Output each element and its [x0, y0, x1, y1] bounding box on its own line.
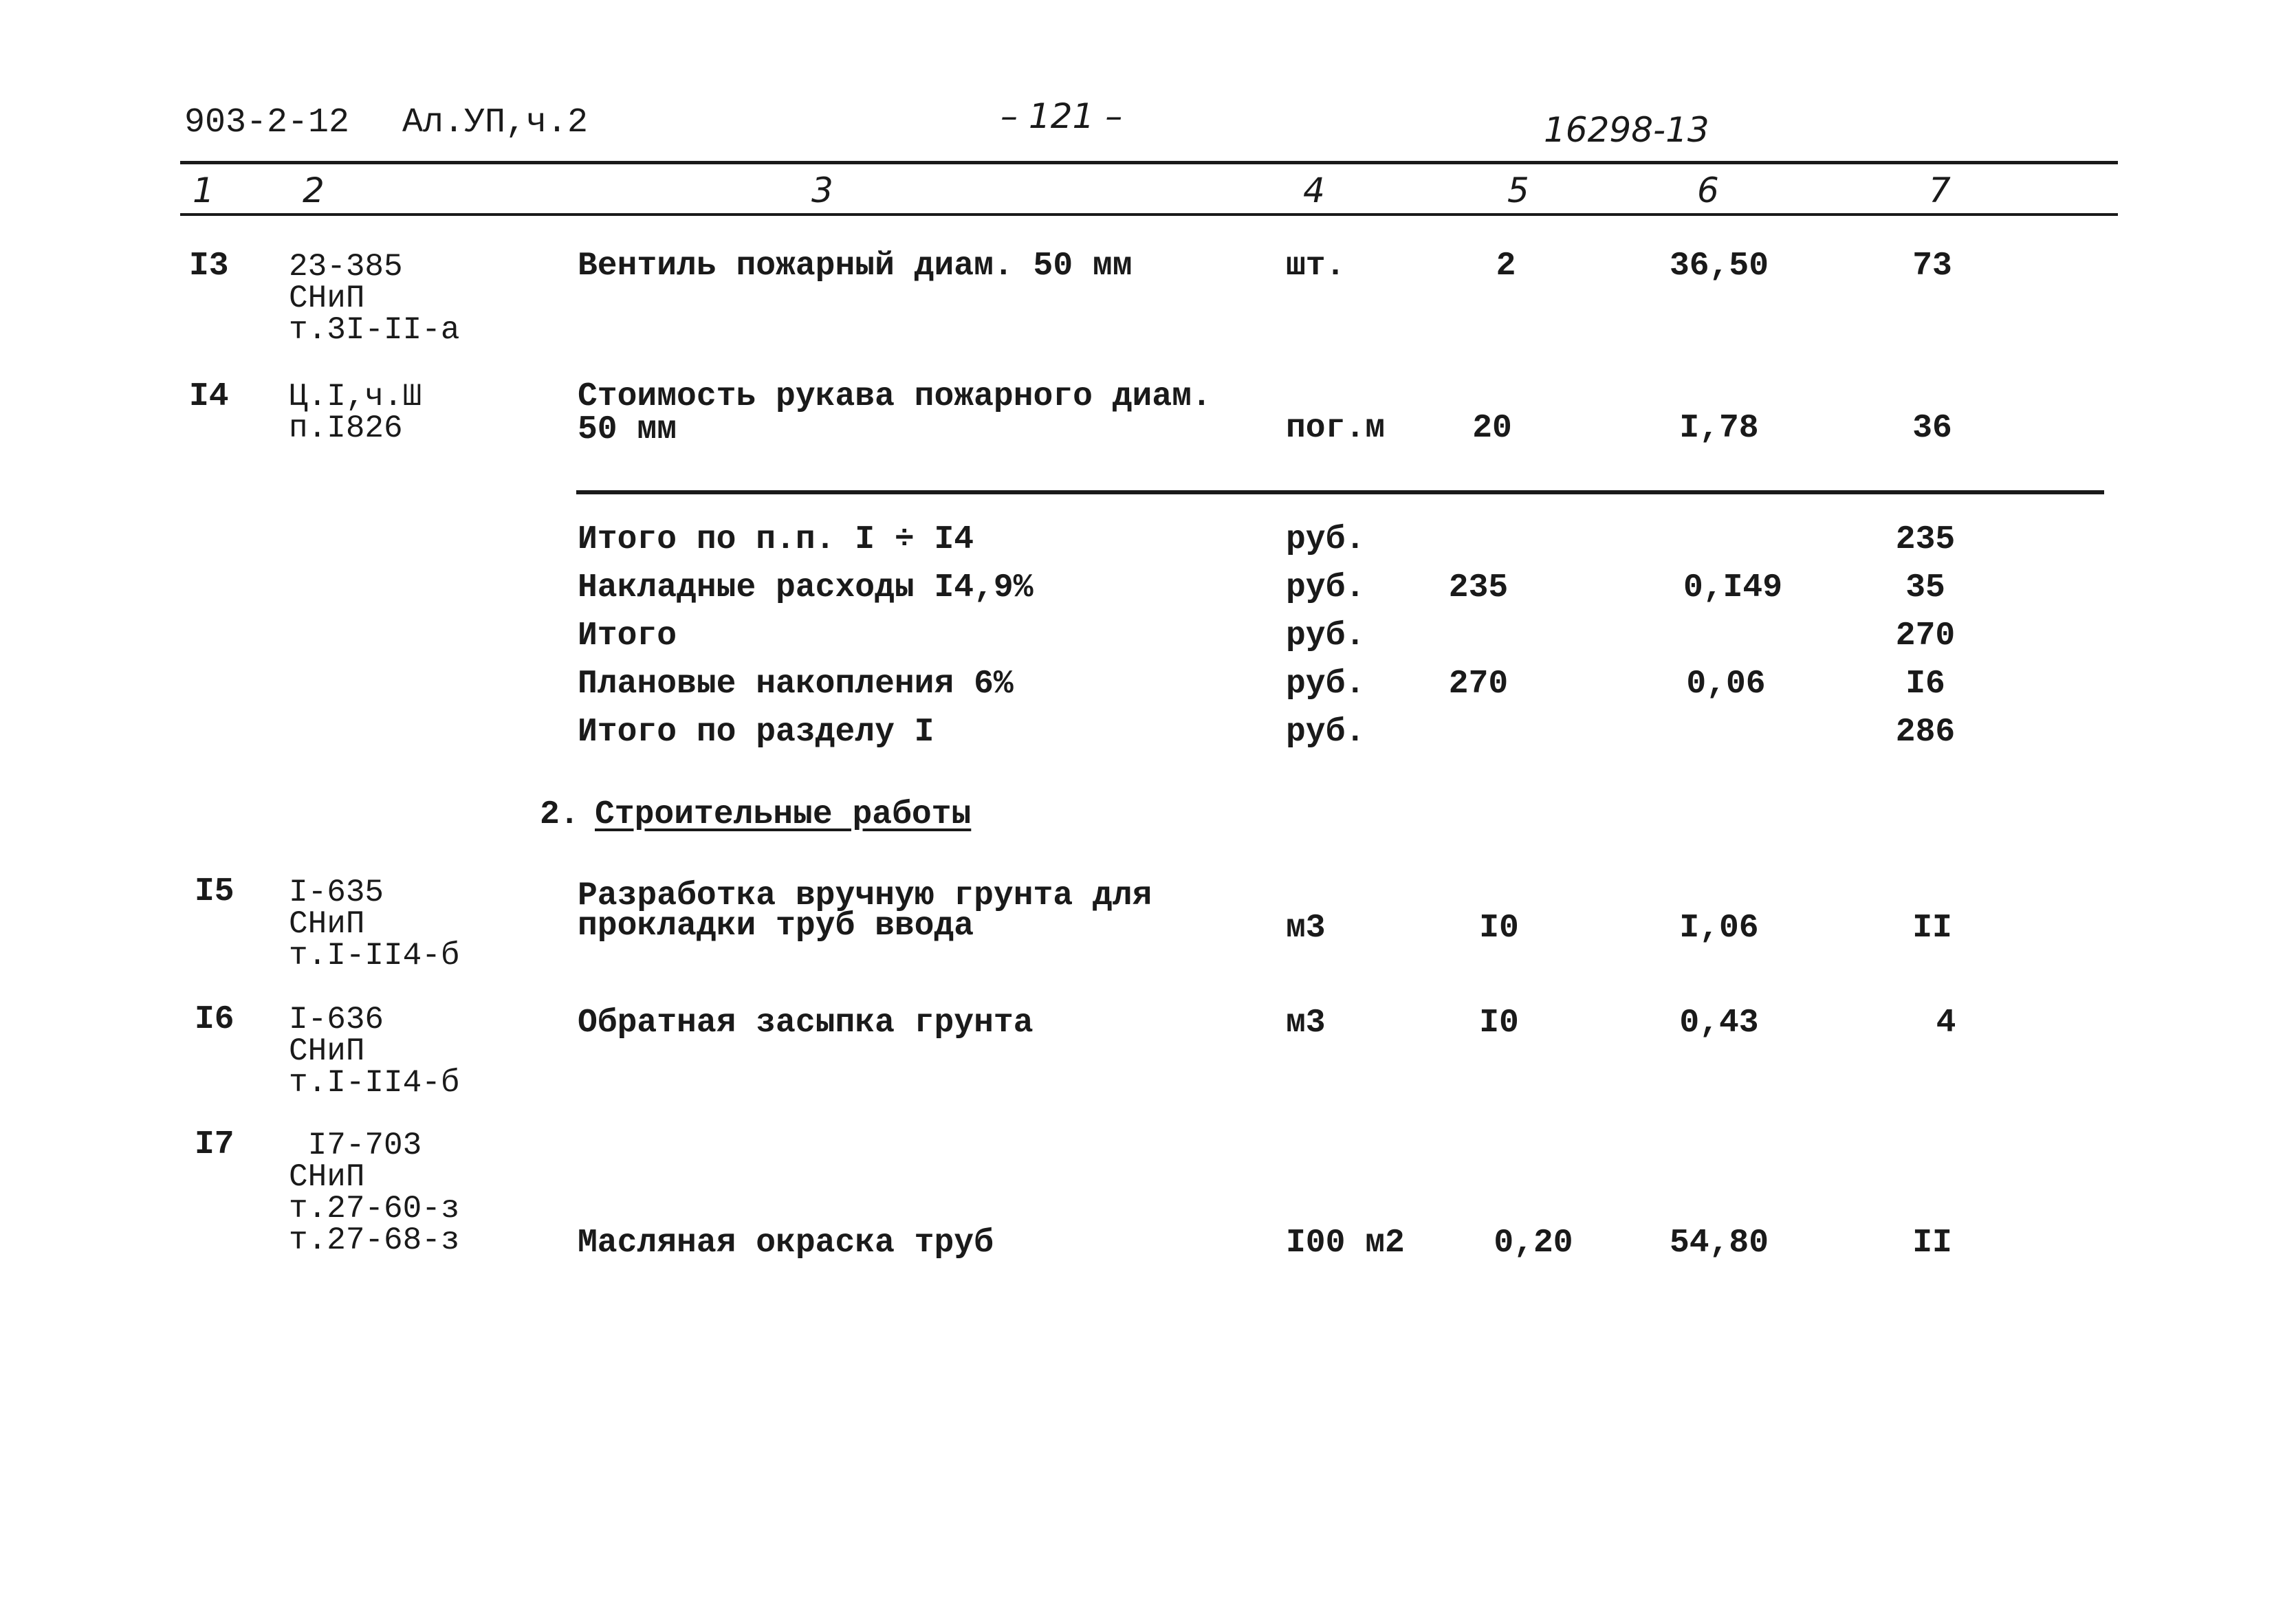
row-unit: шт.: [1286, 248, 1346, 285]
summary-total: 235: [1895, 521, 1956, 558]
summary-base: 235: [1448, 569, 1509, 606]
row-description: Масляная окраска труб: [578, 1225, 994, 1262]
summary-unit: руб.: [1286, 521, 1366, 558]
summary-total: I6: [1905, 666, 1945, 703]
row-quantity: 0,20: [1494, 1225, 1573, 1262]
summary-total: 270: [1895, 617, 1956, 655]
column-header-4: 4: [1303, 171, 1325, 210]
summary-rate: 0,06: [1686, 666, 1766, 703]
column-header-2: 2: [303, 171, 325, 210]
row-total: II: [1912, 1225, 1952, 1262]
row-total: 36: [1912, 410, 1952, 447]
row-quantity: I0: [1479, 1005, 1519, 1042]
row-number: I4: [189, 378, 229, 415]
row-number: I5: [195, 873, 234, 910]
column-header-5: 5: [1507, 171, 1529, 210]
row-number: I3: [189, 248, 229, 285]
row-quantity: 2: [1496, 248, 1516, 285]
column-header-1: 1: [193, 171, 215, 210]
column-header-6: 6: [1697, 171, 1719, 210]
norm-reference-line: Ц.I,ч.Ш: [289, 379, 422, 415]
summary-label: Итого по п.п. I ÷ I4: [578, 521, 974, 558]
summary-label: Накладные расходы I4,9%: [578, 569, 1034, 606]
row-description: Стоимость рукава пожарного диам.: [578, 378, 1212, 415]
row-unit: I00 м2: [1286, 1225, 1405, 1262]
document-number: 16298-13: [1544, 110, 1709, 150]
page-number: – 121 –: [1001, 96, 1123, 136]
summary-label: Итого по разделу I: [578, 714, 934, 751]
row-unit-price: 54,80: [1669, 1225, 1769, 1262]
summary-unit: руб.: [1286, 569, 1366, 606]
row-description: Вентиль пожарный диам. 50 мм: [578, 248, 1133, 285]
row-total: II: [1912, 910, 1952, 947]
norm-reference-line: 23-385: [289, 249, 403, 285]
row-quantity: I0: [1479, 910, 1519, 947]
row-number: I6: [195, 1001, 234, 1038]
row-description: Обратная засыпка грунта: [578, 1005, 1034, 1042]
norm-reference-line: СНиП: [289, 1033, 365, 1069]
row-total: 4: [1936, 1005, 1956, 1042]
album-reference: Ал.УП,ч.2: [402, 103, 589, 142]
row-unit-price: I,78: [1679, 410, 1759, 447]
row-unit-price: 36,50: [1669, 248, 1769, 285]
row-number: I7: [195, 1126, 234, 1163]
header-rule-bottom: [180, 213, 2118, 216]
row-quantity: 20: [1472, 410, 1512, 447]
header-rule-top: [180, 161, 2118, 164]
norm-reference-line: I-636: [289, 1002, 384, 1038]
norm-reference-line: т.27-68-з: [289, 1222, 460, 1258]
section-title: Строительные работы: [595, 796, 972, 833]
summary-unit: руб.: [1286, 714, 1366, 751]
row-unit-price: 0,43: [1679, 1005, 1759, 1042]
column-header-3: 3: [811, 171, 833, 210]
summary-label: Плановые накопления 6%: [578, 666, 1014, 703]
section-number: 2.: [540, 796, 580, 833]
norm-reference-line: т.I-II4-б: [289, 1065, 460, 1101]
row-description: Разработка вручную грунта для: [578, 877, 1152, 914]
summary-unit: руб.: [1286, 617, 1366, 655]
row-description: прокладки труб ввода: [578, 908, 974, 945]
summary-total: 35: [1905, 569, 1945, 606]
column-header-7: 7: [1929, 171, 1951, 210]
norm-reference-line: п.I826: [289, 410, 403, 446]
norm-reference-line: I-635: [289, 875, 384, 910]
subtotal-rule: [576, 490, 2104, 494]
summary-label: Итого: [578, 617, 677, 655]
row-unit: пог.м: [1286, 410, 1386, 447]
norm-reference-line: СНиП: [289, 1159, 365, 1195]
norm-reference-line: т.I-II4-б: [289, 938, 460, 974]
row-unit-price: I,06: [1679, 910, 1759, 947]
summary-base: 270: [1448, 666, 1509, 703]
row-total: 73: [1912, 248, 1952, 285]
document-code: 903-2-12: [184, 103, 350, 142]
summary-rate: 0,I49: [1683, 569, 1783, 606]
summary-unit: руб.: [1286, 666, 1366, 703]
row-unit: м3: [1286, 910, 1326, 947]
norm-reference-line: СНиП: [289, 906, 365, 942]
summary-total: 286: [1895, 714, 1956, 751]
row-description: 50 мм: [578, 411, 677, 448]
norm-reference-line: т.3I-II-а: [289, 312, 460, 348]
norm-reference-line: I7-703: [289, 1128, 422, 1163]
norm-reference-line: СНиП: [289, 281, 365, 316]
norm-reference-line: т.27-60-з: [289, 1191, 460, 1227]
row-unit: м3: [1286, 1005, 1326, 1042]
